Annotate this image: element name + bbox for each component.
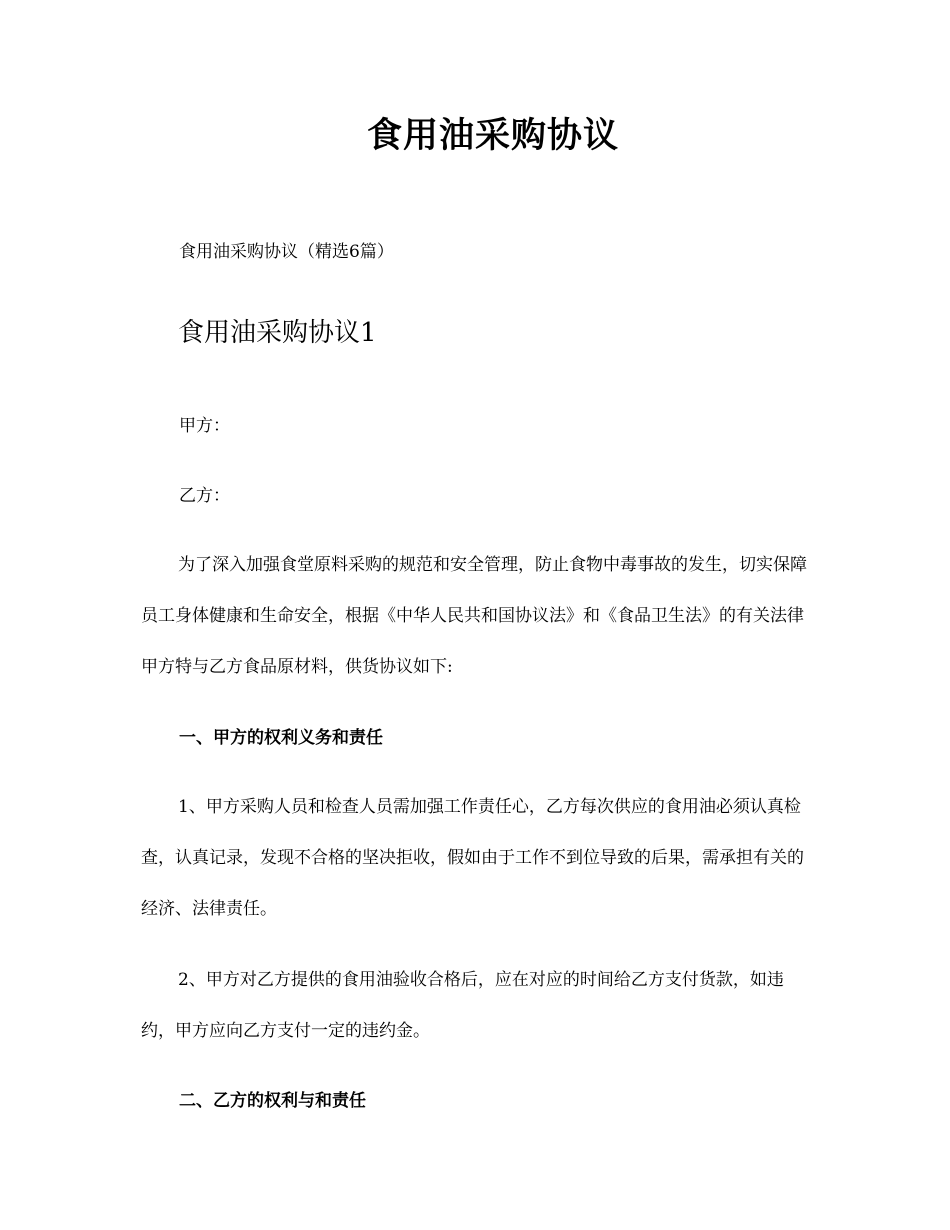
intro-paragraph: 为了深入加强食堂原料采购的规范和安全管理，防止食物中毒事故的发生，切实保障员工身体健康和生命安全，根据《中华人民共和国协议法》和《食品卫生法》的有关法律甲方特与乙方食品原材料，供货协议如下: xyxy=(141,555,807,677)
party-b-label: 乙方： xyxy=(179,486,230,506)
clause-1-item-2: 2、甲方对乙方提供的食用油验收合格后，应在对应的时间给乙方支付货款，如违约，甲方应向乙方支付一定的违约金。 xyxy=(141,970,784,1041)
clause-1-heading: 一、甲方的权利义务和责任 xyxy=(179,728,383,748)
document-title: 食用油采购协议 xyxy=(366,115,619,156)
document-subtitle: 食用油采购协议（精选6篇） xyxy=(179,242,394,262)
section-title: 食用油采购协议1 xyxy=(178,318,377,348)
clause-2-heading: 二、乙方的权利与和责任 xyxy=(179,1091,366,1111)
party-a-label: 甲方： xyxy=(179,416,230,436)
clause-1-item-1: 1、甲方采购人员和检查人员需加强工作责任心，乙方每次供应的食用油必须认真检查，认真记录，发现不合格的坚决拒收，假如由于工作不到位导致的后果，需承担有关的经济、法律责任。 xyxy=(141,797,804,919)
